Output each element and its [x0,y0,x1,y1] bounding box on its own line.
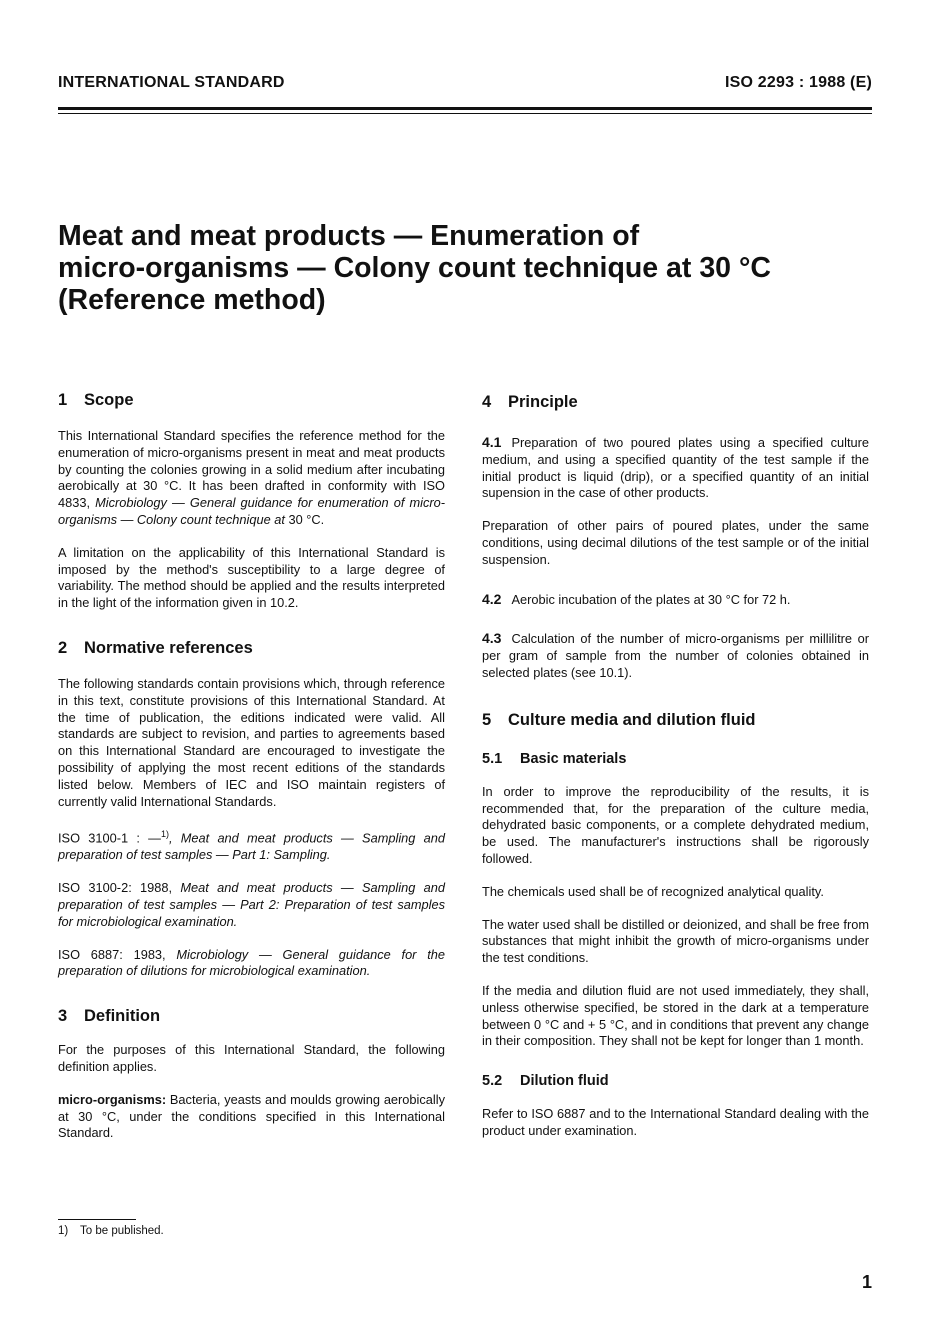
basic-materials-paragraph-4: If the media and dilution fluid are not used immediately, they shall, unless otherwise specified, be stored in the dark at a temperature between 0 °C and + 5 °C, and in conditions that prevent any change in their composition. They shall not be kept for longer than 1 month. [482,982,869,1049]
reference-iso-6887 [58,947,445,981]
definition-text: Bacteria, yeasts and moulds growing aerobically at 30 °C, under the conditions specified in this International Standard. [58,1091,445,1141]
header-document-number: ISO 2293 : 1988 (E) [725,74,872,91]
section-title: Scope [84,391,134,409]
section-heading-culture-media [482,710,869,730]
section-heading-principle [482,392,869,412]
subsection-title: Basic materials [520,750,627,767]
subsection-number: 5.1 [482,750,503,767]
definition-entry [58,1092,445,1142]
section-number: 5 [482,710,492,729]
footnote-ref: 1) [160,829,169,840]
title-line-2: micro-organisms — Colony count technique at 30 °C [58,252,771,284]
header-document-type: INTERNATIONAL STANDARD [58,74,285,91]
clause-text: Calculation of the number of micro-organisms per millilitre or per gram of sample from the number of colonies obtained in selected plates (see 10.1). [482,631,869,680]
subsection-number: 5.2 [482,1073,503,1090]
text-run: 30 °C. [284,511,325,527]
section-title: Definition [84,1007,161,1026]
subsection-title: Dilution fluid [520,1073,609,1090]
section-number: 3 [58,1007,68,1026]
basic-materials-paragraph-1: In order to improve the reproducibility of the results, it is recommended that, for the preparation of the culture media, dehydrated basic components, or a complete dehydrated medium, be used. The manufacturer's instructions shall be rigorously followed. [482,783,869,866]
clause-text: Preparation of two poured plates using a specified culture medium, and using a specified quantity of the test sample if the initial product is liquid (drip), or a specified quantity of an initial supension in the case of other products. [482,435,869,501]
section-number: 4 [482,393,492,411]
clause-number: 4.2 [482,590,502,607]
basic-materials-paragraph-3: The water used shall be distilled or deionized, and shall be free from substances that might inhibit the growth of micro-organisms under the test conditions. [482,916,869,966]
header-rule-thin [58,113,872,114]
definition-intro: For the purposes of this International Standard, the following definition applies. [58,1042,445,1074]
clause-number: 4.3 [482,630,502,647]
subsection-heading-dilution-fluid [482,1072,869,1090]
scope-paragraph-1 [58,428,445,529]
page-title [58,220,858,316]
reference-iso-3100-2 [58,880,445,930]
left-column [58,390,445,1142]
footnote-rule [58,1219,136,1220]
subsection-heading-basic-materials [482,750,869,768]
dilution-fluid-paragraph: Refer to ISO 6887 and to the International Standard dealing with the product under examination. [482,1106,869,1138]
text-run-italic: Microbiology — General guidance for the preparation of dilutions for microbiological examination. [58,946,445,979]
reference-iso-3100-1 [58,826,445,864]
text-run: ISO 3100-2: 1988, [58,880,181,896]
section-heading-normative-references [58,638,445,658]
clause-4-3 [482,630,869,681]
header-rule-thick [58,107,872,110]
clause-4-2 [482,591,869,609]
clause-4-1-paragraph-2: Preparation of other pairs of poured plates, under the same conditions, using decimal dilutions of the test sample or of the initial suspension. [482,518,869,567]
right-column [482,390,869,1140]
footnote-number: 1) [58,1225,69,1237]
text-run: This International Standard specifies the reference method for the enumeration of micro-organisms present in meat and meat products by counting the colonies growing in a solid medium after incubating aerobically at 30 °C. It has been drafted in conformity with ISO 4833, [58,428,445,511]
section-title: Principle [508,393,578,411]
section-number: 1 [58,391,68,409]
title-line-3: (Reference method) [58,284,326,316]
footnote [58,1225,164,1237]
text-run: ISO 3100-1 : — [58,830,161,846]
clause-text: Aerobic incubation of the plates at 30 °C for 72 h. [511,591,791,607]
footnote-text: To be published. [80,1225,164,1237]
clause-4-1 [482,434,869,502]
scope-paragraph-2: A limitation on the applicability of this International Standard is imposed by the method's susceptibility to a large degree of variability. The method should be applied and the results interpreted in the light of the information given in 10.2. [58,544,445,611]
section-title: Normative references [84,638,253,657]
defined-term: micro-organisms: [58,1091,167,1107]
clause-number: 4.1 [482,434,502,450]
text-run-italic: , Meat and meat products — Sampling and preparation of test samples — Part 1: Sampling. [58,830,445,863]
section-title: Culture media and dilution fluid [508,710,756,729]
section-heading-scope [58,390,445,410]
title-line-1: Meat and meat products — Enumeration of [58,220,640,252]
text-run: ISO 6887: 1983, [58,946,177,962]
text-run-italic: Microbiology — General guidance for enumeration of micro-organisms — Colony count technique at [58,495,445,527]
section-number: 2 [58,638,68,657]
section-heading-definition [58,1006,445,1026]
page-number: 1 [861,1272,872,1292]
normative-paragraph: The following standards contain provisions which, through reference in this text, constitute provisions of this International Standard. At the time of publication, the editions indicated were valid. All standards are subject to revision, and parties to agreements based on this International Standard are encouraged to investigate the possibility of applying the most recent editions of the standards listed below. Members of IEC and ISO maintain registers of currently valid International Standards. [58,675,445,809]
text-run-italic: Meat and meat products — Sampling and preparation of test samples — Part 2: Preparation of test samples for microbiological examination. [58,880,445,929]
basic-materials-paragraph-2: The chemicals used shall be of recognized analytical quality. [482,883,824,899]
